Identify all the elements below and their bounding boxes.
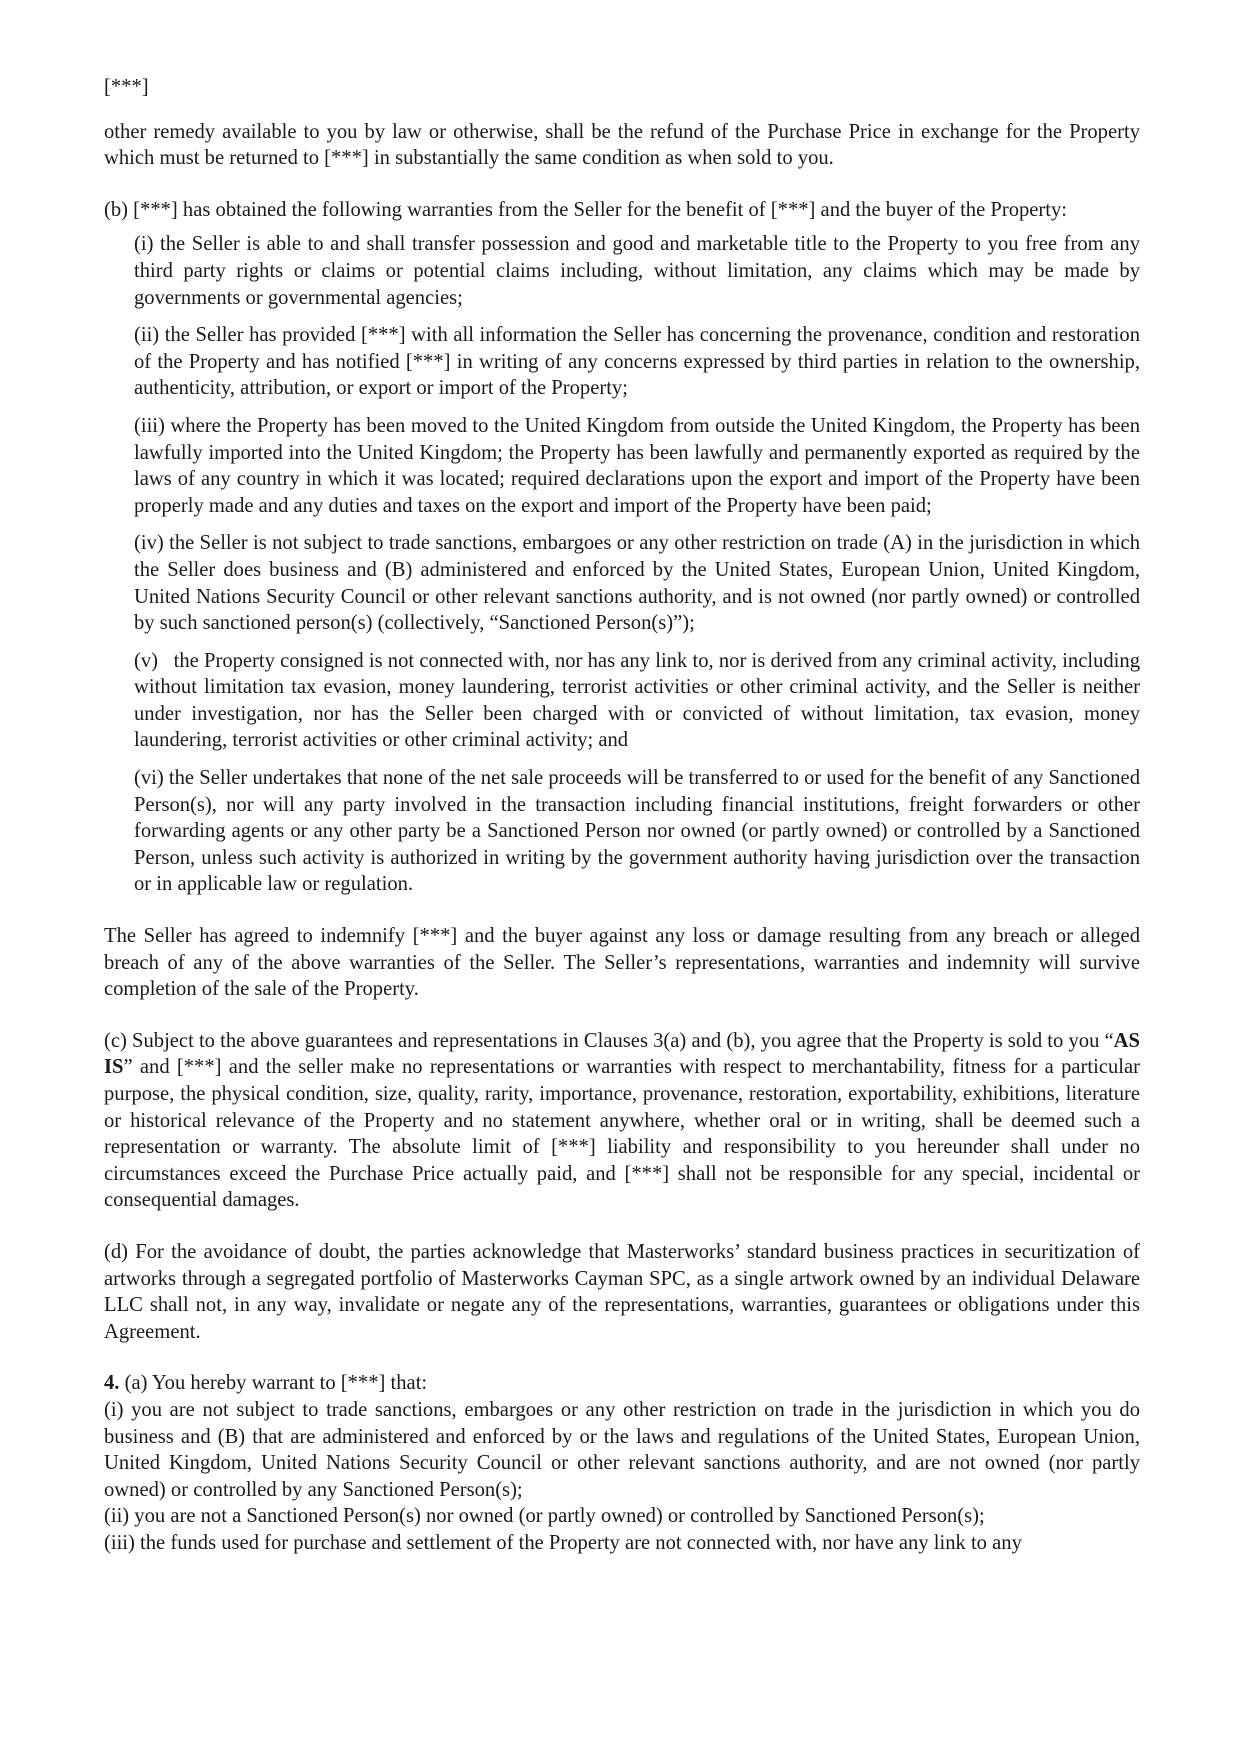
clause-4-number: 4. bbox=[104, 1372, 120, 1395]
redacted-header: [***] bbox=[104, 76, 149, 98]
clause-4-item-ii: (ii) you are not a Sanctioned Person(s) nor owned (or partly owned) or controlled by Sanctioned Person(s); bbox=[104, 1505, 985, 1528]
clause-3d: (d) For the avoidance of doubt, the parties acknowledge that Masterworks’ standard business practices in securitization of artworks through a segregated portfolio of Masterworks Cayman SPC, as a single artwork owned by an individual Delaware LLC shall not, in any way, invalidate or negate any of the representations, warranties, guarantees or obligations under this Agreement. bbox=[104, 1240, 1140, 1343]
clause-3c-before: (c) Subject to the above guarantees and representations in Clauses 3(a) and (b), you agree that the Property is sold to you “ bbox=[104, 1029, 1114, 1052]
warranty-i: (i) the Seller is able to and shall transfer possession and good and marketable title to the Property to you free from any third party rights or claims or potential claims including, without limitation, any claims which may be made by governments or governmental agencies; bbox=[134, 233, 1140, 309]
as-is-term: AS IS bbox=[104, 1029, 1140, 1079]
warranty-ii: (ii) the Seller has provided [***] with all information the Seller has concerning the provenance, condition and restoration of the Property and has notified [***] in writing of any concerns expressed by third parties in relation to the ownership, authenticity, attribution, or export or import of the Property; bbox=[134, 324, 1140, 400]
warranty-v: (v) the Property consigned is not connected with, nor has any link to, nor is derived from any criminal activity, including without limitation tax evasion, money laundering, terrorist activities or other criminal activity, and the Seller is neither under investigation, nor has the Seller been charged with or convicted of without limitation, tax evasion, money laundering, terrorist activities or other criminal activity; and bbox=[134, 649, 1146, 752]
warranty-vi: (vi) the Seller undertakes that none of the net sale proceeds will be transferred to or used for the benefit of any Sanctioned Person(s), nor will any party involved in the transaction including financial institutions, freight forwarders or other forwarding agents or any other party be a Sanctioned Person nor owned (or partly owned) or controlled by a Sanctioned Person, unless such activity is authorized in writing by the government authority having jurisdiction over the transaction or in applicable law or regulation. bbox=[134, 767, 1140, 896]
clause-3c-after: ” and [***] and the seller make no representations or warranties with respect to merchantability, fitness for a particular purpose, the physical condition, size, quality, rarity, importance, provenance, restoration, exportability, exhibitions, literature or historical relevance of the Property and no statement anywhere, whether oral or in writing, shall be deemed such a representation or warranty. The absolute limit of [***] liability and responsibility to you hereunder shall under no circumstances exceed the Purchase Price actually paid, and [***] shall not be responsible for any special, incidental or consequential damages. bbox=[104, 1056, 1140, 1212]
document-page bbox=[104, 74, 1146, 1557]
indemnity-paragraph: The Seller has agreed to indemnify [***] and the buyer against any loss or damage resulting from any breach or alleged breach of any of the above warranties of the Seller. The Seller’s representations, warranties and indemnity will survive completion of the sale of the Property. bbox=[104, 925, 1140, 1001]
clause-4-intro bbox=[104, 1370, 1140, 1397]
clause-3b-intro: (b) [***] has obtained the following warranties from the Seller for the benefit of [***] and the buyer of the Property: bbox=[104, 198, 1068, 221]
clause-4-item-iii: (iii) the funds used for purchase and settlement of the Property are not connected with, nor have any link to any bbox=[104, 1531, 1022, 1554]
clause-4-intro-text: (a) You hereby warrant to [***] that: bbox=[119, 1372, 428, 1395]
clause-4-item-i: (i) you are not subject to trade sanctions, embargoes or any other restriction on trade in the jurisdiction in which you do business and (B) that are administered and enforced by or the laws and regulations of the United States, European Union, United Kingdom, United Nations Security Council or other relevant sanctions authority, and are not owned (nor partly owned) or controlled by any Sanctioned Person(s); bbox=[104, 1398, 1140, 1501]
clause-3a-continuation: other remedy available to you by law or otherwise, shall be the refund of the Purchase Price in exchange for the Property which must be returned to [***] in substantially the same condition as when sold to you. bbox=[104, 120, 1140, 170]
warranty-iv: (iv) the Seller is not subject to trade sanctions, embargoes or any other restriction on trade (A) in the jurisdiction in which the Seller does business and (B) administered and enforced by the United States, European Union, United Kingdom, United Nations Security Council or other relevant sanctions authority, and is not owned (nor partly owned) or controlled by such sanctioned person(s) (collectively, “Sanctioned Person(s)”); bbox=[134, 532, 1140, 635]
warranty-iii: (iii) where the Property has been moved to the United Kingdom from outside the United Kingdom, the Property has been lawfully imported into the United Kingdom; the Property has been lawfully and permanently exported as required by the laws of any country in which it was located; required declarations upon the export and import of the Property have been properly made and any duties and taxes on the export and import of the Property have been paid; bbox=[134, 414, 1140, 517]
clause-3c bbox=[104, 1028, 1140, 1214]
